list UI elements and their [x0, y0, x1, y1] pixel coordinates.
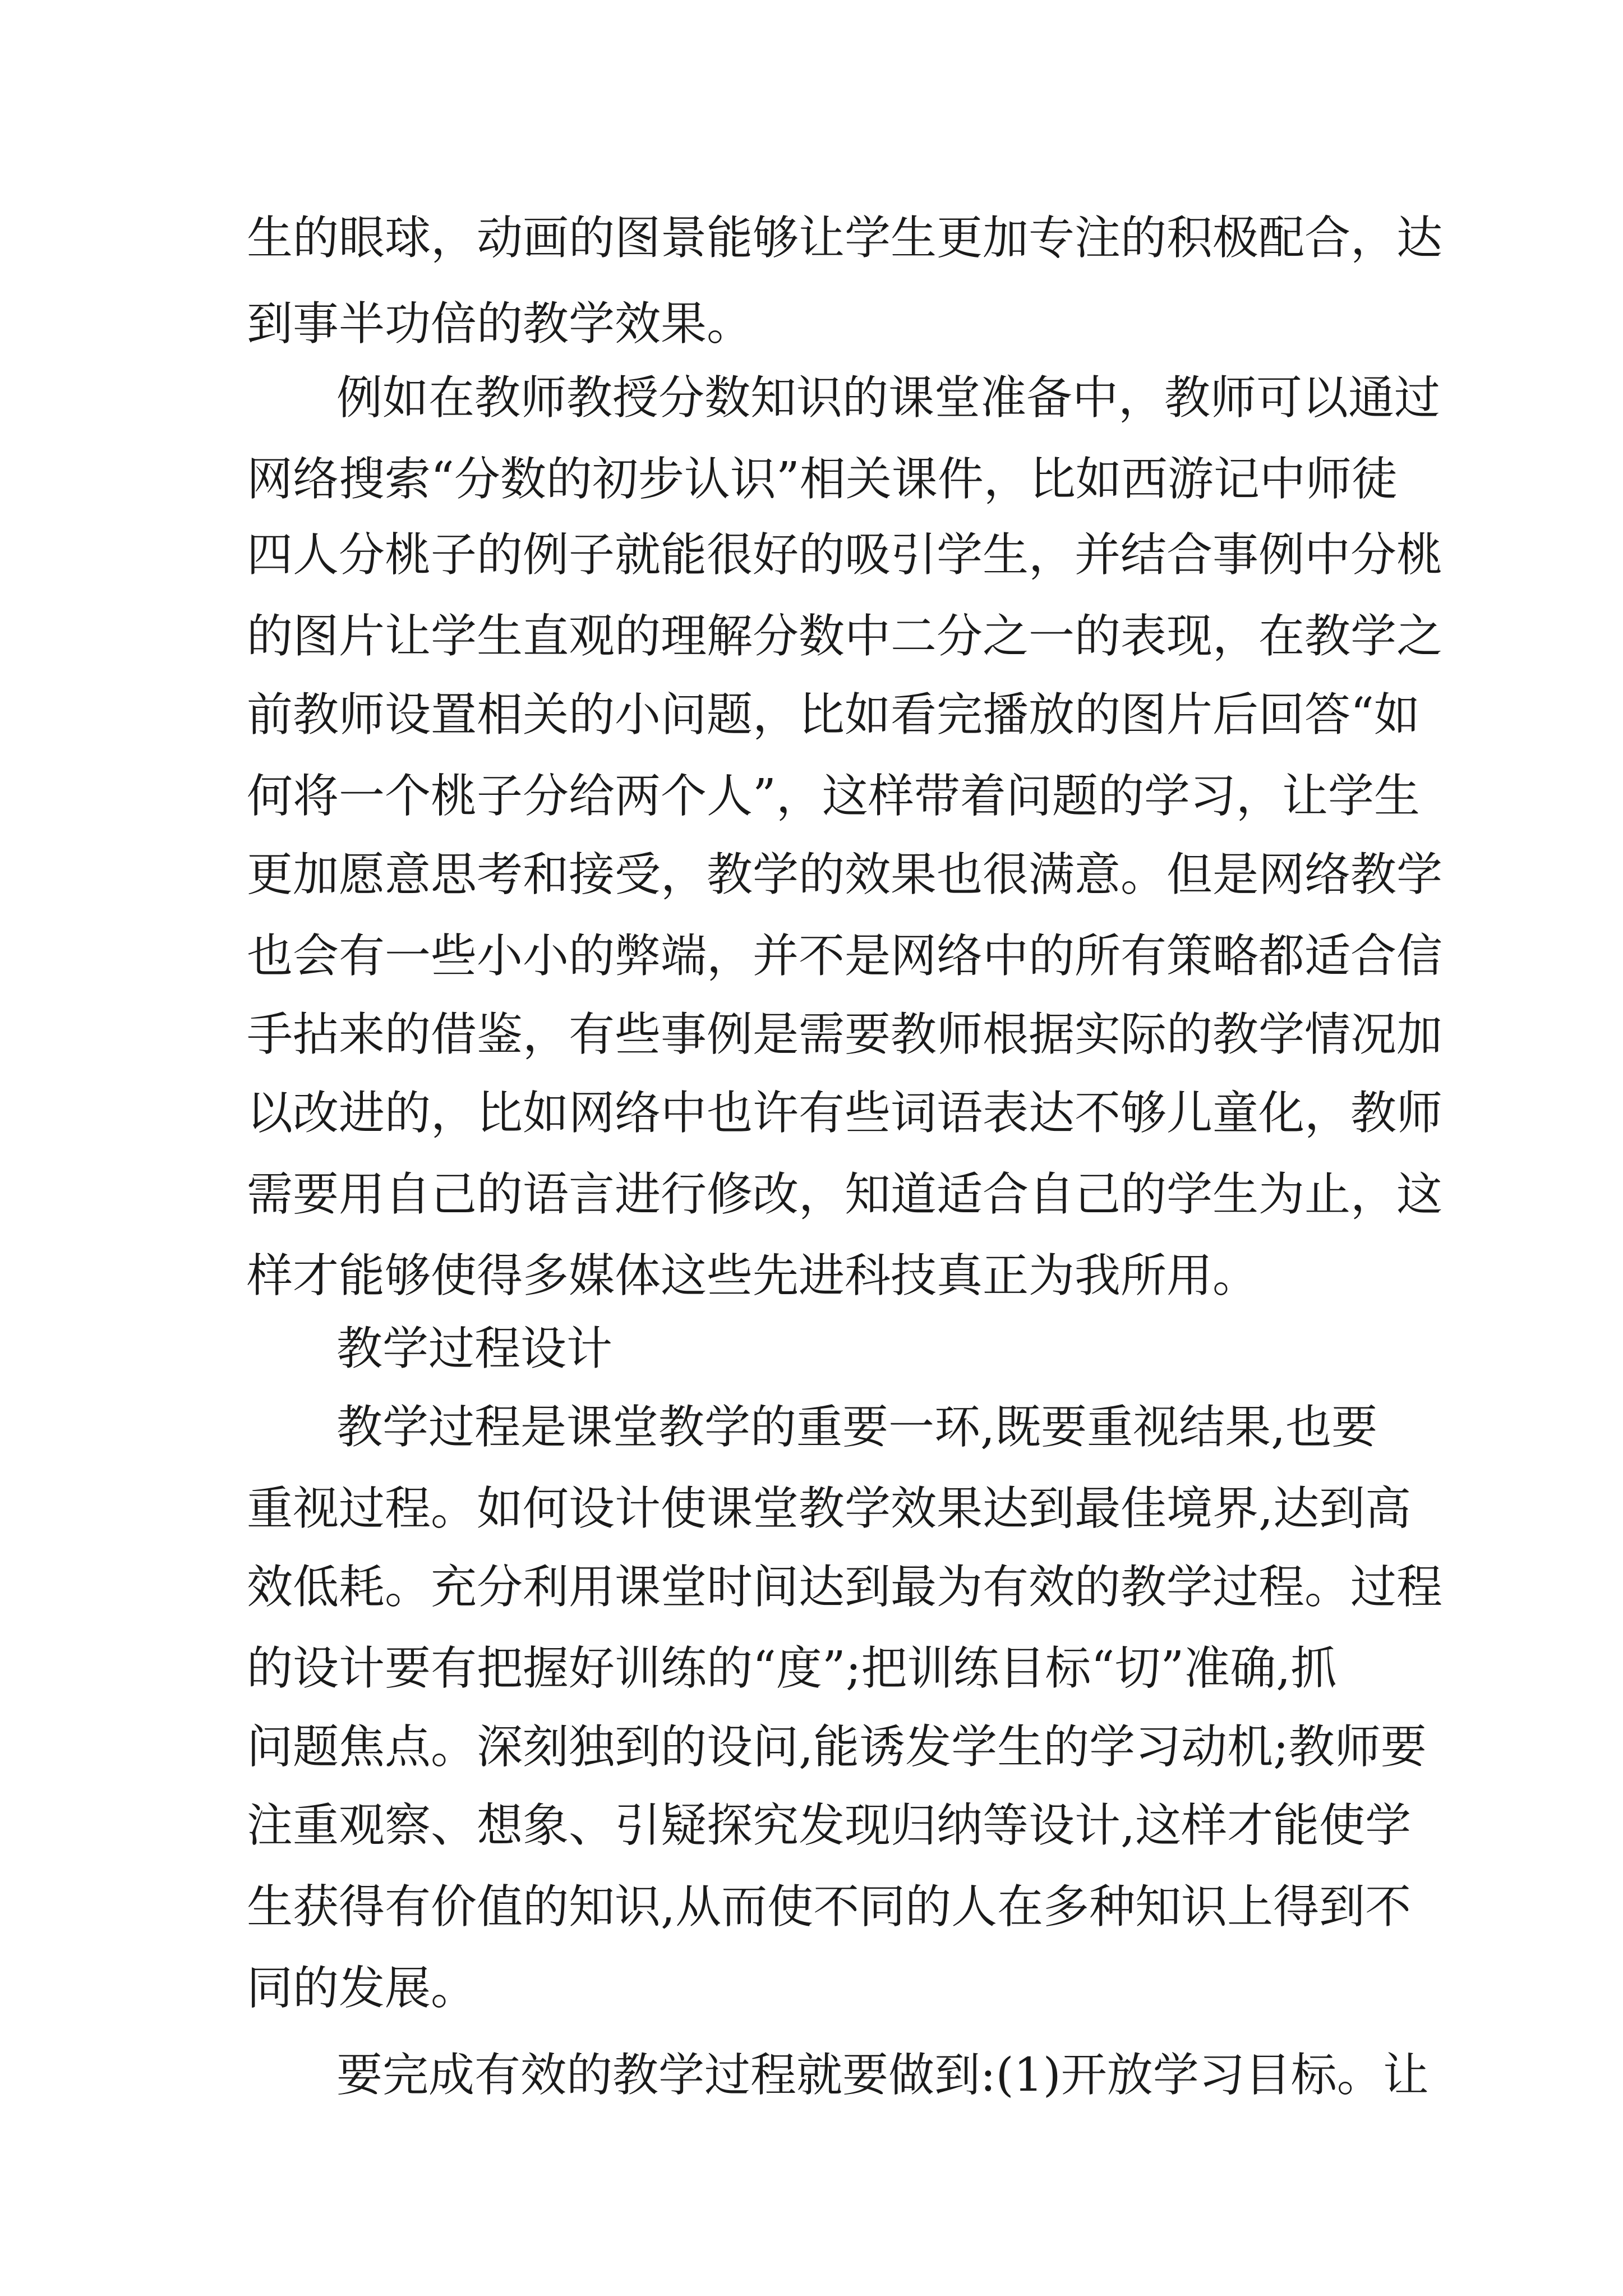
paragraph-line: 教学过程是课堂教学的重要一环,既要重视结果,也要: [336, 1401, 1378, 1454]
paragraph-line: 生获得有价值的知识,从而使不同的人在多种知识上得到不: [247, 1880, 1412, 1934]
paragraph-line: 手拈来的借鉴，有些事例是需要教师根据实际的教学情况加: [247, 1008, 1443, 1061]
paragraph-line: 例如在教师教授分数知识的课堂准备中，教师可以通过: [336, 371, 1441, 425]
paragraph-line: 生的眼球，动画的图景能够让学生更加专注的积极配合，达: [247, 211, 1443, 265]
section-heading: 教学过程设计: [336, 1322, 613, 1375]
paragraph-line: 效低耗。充分利用课堂时间达到最为有效的教学过程。过程: [247, 1561, 1443, 1614]
paragraph-line: 的图片让学生直观的理解分数中二分之一的表现，在教学之: [247, 610, 1443, 663]
paragraph-line: 同的发展。: [247, 1962, 477, 2015]
paragraph-line: 网络搜索“分数的初步认识”相关课件，比如西游记中师徒: [247, 453, 1398, 506]
paragraph-line: 也会有一些小小的弊端，并不是网络中的所有策略都适合信: [247, 930, 1443, 983]
paragraph-line: 需要用自己的语言进行修改，知道适合自己的学生为止，这: [247, 1168, 1443, 1221]
paragraph-line: 以改进的，比如网络中也许有些词语表达不够儿童化，教师: [247, 1087, 1443, 1140]
paragraph-line: 问题焦点。深刻独到的设问,能诱发学生的学习动机;教师要: [247, 1720, 1427, 1774]
paragraph-line: 更加愿意思考和接受，教学的效果也很满意。但是网络教学: [247, 848, 1443, 901]
paragraph-line: 样才能够使得多媒体这些先进科技真正为我所用。: [247, 1249, 1259, 1303]
paragraph-line: 前教师设置相关的小问题，比如看完播放的图片后回答“如: [247, 688, 1420, 742]
paragraph-line: 何将一个桃子分给两个人”，这样带着问题的学习，让学生: [247, 770, 1420, 823]
paragraph-line: 四人分桃子的例子就能很好的吸引学生，并结合事例中分桃: [247, 528, 1443, 582]
paragraph-line: 注重观察、想象、引疑探究发现归纳等设计,这样才能使学: [247, 1799, 1412, 1852]
paragraph-line: 的设计要有把握好训练的“度”;把训练目标“切”准确,抓: [247, 1642, 1337, 1695]
paragraph-line: 到事半功倍的教学效果。: [247, 297, 753, 351]
paragraph-line: 重视过程。如何设计使课堂教学效果达到最佳境界,达到高: [247, 1482, 1412, 1535]
paragraph-line: 要完成有效的教学过程就要做到:(1)开放学习目标。让: [336, 2049, 1429, 2102]
